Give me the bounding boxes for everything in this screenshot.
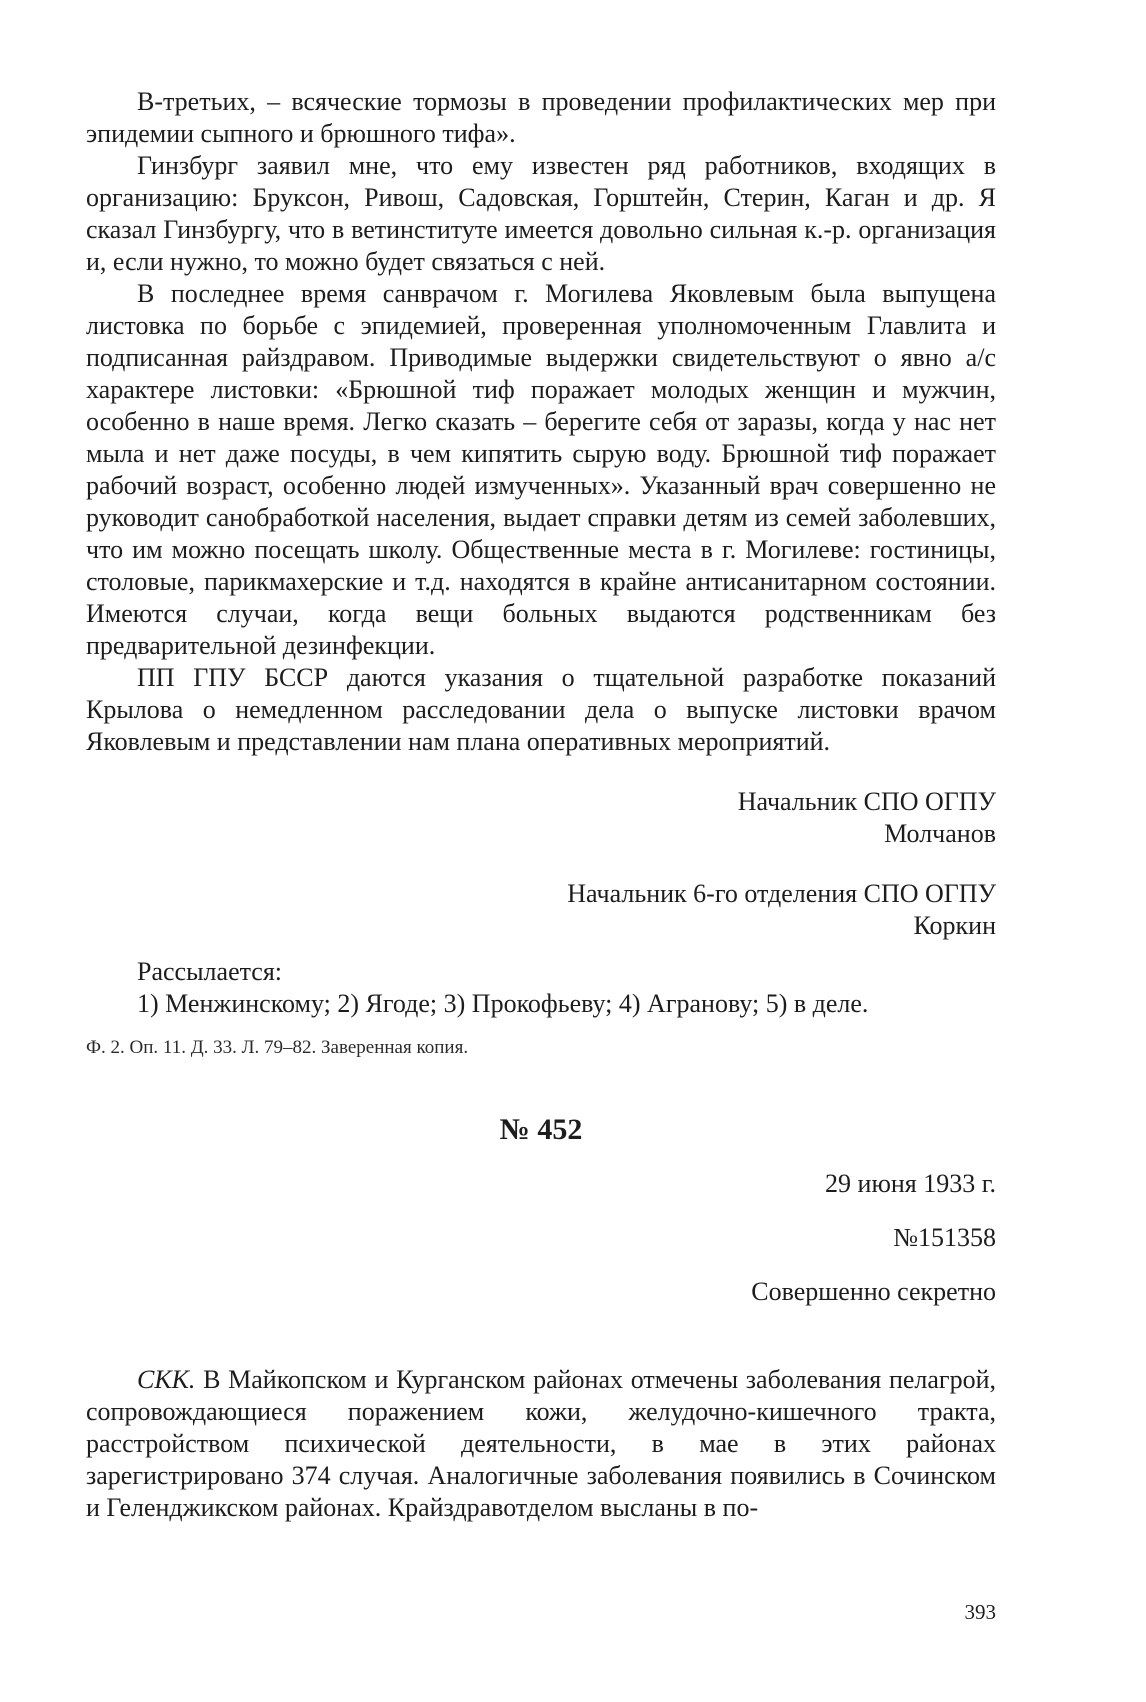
- paragraph-4: ПП ГПУ БССР даются указания о тщательной разработке показаний Крылова о немедленном расследовании дела о выпуске листовки врачом Яковлевым и представлении нам плана оперативных мероприятий.: [86, 663, 996, 756]
- document-date: 29 июня 1933 г.: [825, 1169, 996, 1198]
- registration-number: №151358: [893, 1223, 996, 1252]
- paragraph-2: Гинзбург заявил мне, что ему известен ряд работников, входящих в организацию: Бруксон, Ривош, Садовская, Горштейн, Стерин, Каган и др. Я сказал Гинзбургу, что в ветинституте имеется довольно сильная к.-р. организация и, если нужно, то можно будет связаться с ней.: [86, 151, 996, 276]
- signature-position: Начальник 6-го отделения СПО ОГПУ: [567, 879, 996, 908]
- signature-name: Коркин: [913, 911, 996, 940]
- signature-block-1: [86, 786, 996, 850]
- document-number-heading: № 452: [499, 1113, 583, 1146]
- archive-source-note: Ф. 2. Оп. 11. Д. 33. Л. 79–82. Заверенная копия.: [86, 1037, 469, 1058]
- signature-name: Молчанов: [884, 819, 996, 848]
- paragraph-skk: [86, 1364, 996, 1524]
- distribution-list: 1) Менжинскому; 2) Ягоде; 3) Прокофьеву; 4) Агранову; 5) в деле.: [137, 989, 869, 1018]
- distribution-block: [86, 956, 996, 1020]
- paragraph-1: В-третьих, – всяческие тормозы в проведении профилактических мер при эпидемии сыпного и брюшного тифа».: [86, 87, 996, 148]
- signature-block-2: [86, 878, 996, 942]
- paragraph-skk-text: В Майкопском и Курганском районах отмечены заболевания пелагрой, сопровождающиеся поражением кожи, желудочно-кишечного тракта, расстройством психической деятельности, в мае в этих районах зарегистрировано 374 случая. Аналогичные заболевания появились в Сочинском и Геленджикском районах. Крайздравотделом высланы в по-: [86, 1365, 996, 1522]
- document-page: [86, 86, 996, 1524]
- classification-mark: Совершенно секретно: [751, 1277, 996, 1306]
- signature-position: Начальник СПО ОГПУ: [737, 787, 996, 816]
- region-abbreviation: СКК.: [137, 1365, 196, 1394]
- distribution-label: Рассылается:: [137, 957, 283, 986]
- page-number: 393: [964, 1600, 996, 1624]
- paragraph-3: В последнее время санврачом г. Могилева Яковлевым была выпущена листовка по борьбе с эпидемией, проверенная уполномоченным Главлита и подписанная райздравом. Приводимые выдержки свидетельствуют о явно а/с характере листовки: «Брюшной тиф поражает молодых женщин и мужчин, особенно в наше время. Легко сказать – берегите себя от заразы, когда у нас нет мыла и нет даже посуды, в чем кипятить сырую воду. Брюшной тиф поражает рабочий возраст, особенно людей измученных». Указанный врач совершенно не руководит санобработкой населения, выдает справки детям из семей заболевших, что им можно посещать школу. Общественные места в г. Могилеве: гостиницы, столовые, парикмахерские и т.д. находятся в крайне антисанитарном состоянии. Имеются случаи, когда вещи больных выдаются родственникам без предварительной дезинфекции.: [86, 279, 996, 660]
